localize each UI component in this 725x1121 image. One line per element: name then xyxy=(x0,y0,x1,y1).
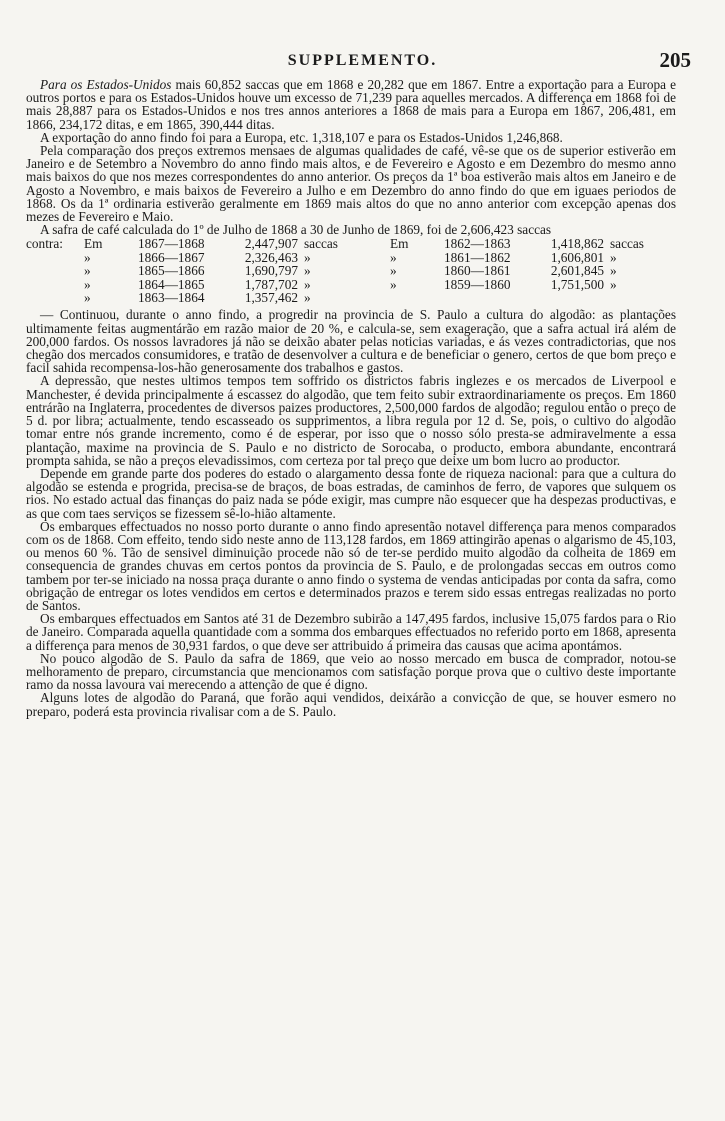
italic-lead: Para os Estados-Unidos xyxy=(40,77,172,92)
paragraph: Alguns lotes de algodão do Paraná, que forão aqui vendidos, deixárão a convicção de que, se houver esmero no preparo, poderá esta provincia rivalisar com a de S. Paulo. xyxy=(26,690,676,719)
harvest-table xyxy=(26,237,674,304)
paragraph: A safra de café calculada do 1º de Julho de 1868 a 30 de Junho de 1869, foi de 2,606,423 saccas xyxy=(40,222,552,238)
paragraph: No pouco algodão de S. Paulo da safra de 1869, que veio ao nosso mercado em busca de comprador, notou-se melhoramento de preparo, circumstancia que mencionamos com satisfação porque prova que o cultivo deste importante ramo da nossa lavoura vai merecendo a attenção de que é digno. xyxy=(26,650,676,693)
page-number: 205 xyxy=(659,48,691,72)
table-row: » 1864—1865 1,787,702 » » 1859—1860 1,751,500 » xyxy=(84,276,617,292)
paragraph: A exportação do anno findo foi para a Europa, etc. 1,318,107 e para os Estados-Unidos 1,246,868. xyxy=(40,129,563,145)
running-title: SUPPLEMENTO. xyxy=(287,52,438,69)
paragraph: Os embarques effectuados no nosso porto durante o anno findo apresentão notavel differença para menos comparados com os de 1868. Com effeito, tendo sido neste anno de 113,128 fardos, em 1869 attingirão apenas o algarismo de 45,103, ou menos 60 %. Tão de sensivel diminuição procede não só de ter-se perdido muito algodão da colheita de 1869 em consequencia de grandes chuvas em certos pontos da provincia de S. Paulo, e de prolongadas seccas em outros como tambem por ter-se iniciado na nossa praça durante o anno findo o systema de vendas anticipadas por conta da safra, como obrigação de entregar os lotes vendidos em certos e determinados prazos e terem sido essas entregas realizadas no porto de Santos. xyxy=(26,518,676,613)
page-header xyxy=(28,46,697,76)
table-row: contra: Em 1867—1868 2,447,907 saccas Em 1862—1863 1,418,862 saccas xyxy=(26,236,644,252)
table-row: » 1866—1867 2,326,463 » » 1861—1862 1,606,801 » xyxy=(84,249,617,265)
paragraph: Os embarques effectuados em Santos até 31 de Dezembro subirão a 147,495 fardos, inclusive 15,075 fardos para o Rio de Janeiro. Comparada aquella quantidade com a somma dos embarques effectuados no referido porto em 1868, apresenta a differença para menos de 30,931 fardos, o que deve ser attribuido á primeira das causas que acima apontámos. xyxy=(26,611,676,653)
paragraph: Pela comparação dos preços extremos mensaes de algumas qualidades de café, vê-se que os de superior estiverão em Janeiro e de Setembro a Novembro do anno findo mais altos, e de Fevereiro e Agosto e em Dezembro do mesmo anno mais baixos do que nos mezes correspondentes do anno anterior. Os preços da 1ª boa estiverão mais altos em Janeiro e de Agosto a Novembro, e mais baixos de Fevereiro a Julho e em Dezembro do anno findo do que em iguaes periodos de 1868. Os da 1ª ordinaria estiverão geralmente em 1869 mais altos do que no anno anterior com excepção apenas dos mezes de Fevereiro e Maio. xyxy=(26,143,676,225)
paragraph: Depende em grande parte dos poderes do estado o alargamento dessa fonte de riqueza nacional: para que a cultura do algodão se estenda e progrida, precisa-se de braços, de boas estradas, de caminhos de ferro, de vapores que sulquem os rios. No estado actual das finanças do paiz nada se póde exigir, mas cumpre não esquecer que ha despezas productivas, e as que com taes serviços se fizessem sê-lo-hião altamente. xyxy=(26,465,676,521)
table-row: » 1865—1866 1,690,797 » » 1860—1861 2,601,845 » xyxy=(84,263,617,279)
table-row: » 1863—1864 1,357,462 » xyxy=(84,290,311,306)
paragraph: — Continuou, durante o anno findo, a progredir na provincia de S. Paulo a cultura do algodão: as plantações ultimamente feitas augmentárão em razão maior de 20 %, e calcula-se, sem exageração, que a safra actual irá além de 200,000 fardos. Os nossos lavradores já não se deixão abater pelas noticias variadas, e ás vezes contradictorias, que nos chegão dos mercados consumidores, e tratão de desenvolver a cultura e de beneficiar o genero, certos de que bom preço e facil sahida recompensa-los-hão generosamente dos trabalhos e gastos. xyxy=(26,307,676,376)
body-text xyxy=(26,78,676,718)
paragraph: Para os Estados-Unidos mais 60,852 saccas que em 1868 e 20,282 que em 1867. Entre a exportação para a Europa e outros portos e para os Estados-Unidos houve um excesso de 71,239 para aquelles mercados. A differença em 1868 foi de mais 28,887 para os Estados-Unidos e nos tres annos anteriores a 1868 de mais para a Europa em 1867, 206,481, em 1866, 234,172 ditas, e em 1865, 390,444 ditas. xyxy=(26,77,676,132)
paragraph: A depressão, que nestes ultimos tempos tem soffrido os districtos fabris inglezes e os mercados de Liverpool e Manchester, é devida principalmente á escassez do algodão, que tem feito subir extraordinariamente os preços. Em 1860 entrárão na Inglaterra, procedentes de diversos paizes productores, 2,500,000 fardos de algodão; regulou então o preço de 5 d. por libra; actualmente, tendo escasseado os supprimentos, a libra regula por 12 d. Se, pois, o cultivo do algodão tomar entre nós grande incremento, como é de esperar, por isso que o nosso sólo presta-se admiravelmente a essa plantação, maxime na provincia de S. Paulo e no districto de Sorocaba, o producto, embora abundante, encontrará prompta sahida, se não a preços elevadissimos, com certeza por tal preço que deixe um bom lucro ao productor. xyxy=(26,373,676,468)
